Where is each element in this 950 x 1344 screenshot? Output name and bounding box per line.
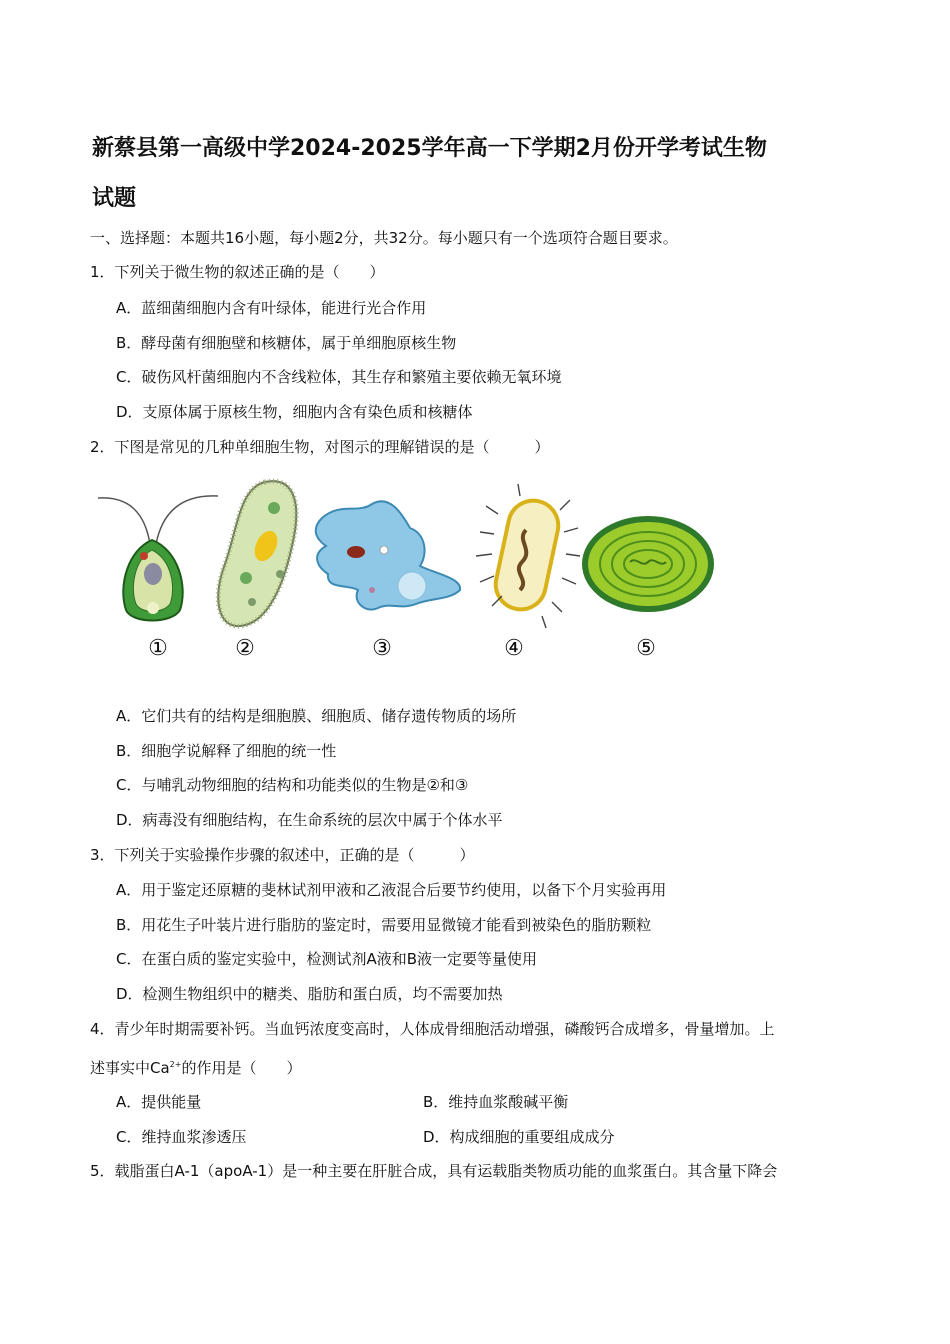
- question-2-option-b: B．细胞学说解释了细胞的统一性: [116, 742, 337, 760]
- amoeba-drawing: [316, 501, 460, 609]
- question-1-option-c: C．破伤风杆菌细胞内不含线粒体，其生存和繁殖主要依赖无氧环境: [116, 368, 562, 386]
- question-4-stem-line2: [90, 1055, 301, 1078]
- question-4-stem-text-a: 述事实中Ca: [90, 1059, 170, 1077]
- bacterium-drawing: [476, 484, 580, 628]
- question-1-option-a: A．蓝细菌细胞内含有叶绿体，能进行光合作用: [116, 299, 427, 317]
- question-4-option-d: D．构成细胞的重要组成成分: [423, 1128, 615, 1146]
- single-cell-organisms-figure: [90, 474, 730, 674]
- question-2-option-d: D．病毒没有细胞结构，在生命系统的层次中属于个体水平: [116, 811, 503, 829]
- calcium-ion-charge: 2+: [169, 1060, 182, 1069]
- question-3-stem: 3．下列关于实验操作步骤的叙述中，正确的是（ ）: [90, 846, 475, 864]
- question-4-option-c: C．维持血浆渗透压: [116, 1128, 247, 1146]
- exam-title-line1: 新蔡县第一高级中学2024-2025学年高一下学期2月份开学考试生物: [92, 136, 767, 161]
- chlamydomonas-drawing: [98, 496, 218, 621]
- cyanobacterium-drawing: [582, 516, 714, 612]
- question-2-stem: 2．下图是常见的几种单细胞生物，对图示的理解错误的是（ ）: [90, 438, 550, 456]
- question-2-option-a: A．它们共有的结构是细胞膜、细胞质、储存遗传物质的场所: [116, 707, 517, 725]
- figure-label-3: ③: [372, 636, 392, 661]
- question-4-stem-line1: 4．青少年时期需要补钙。当血钙浓度变高时，人体成骨细胞活动增强，磷酸钙合成增多，骨量增加。上: [90, 1020, 775, 1038]
- question-3-option-c: C．在蛋白质的鉴定实验中，检测试剂A液和B液一定要等量使用: [116, 950, 538, 968]
- question-4-stem-text-b: 的作用是（ ）: [181, 1059, 302, 1077]
- paramecium-drawing: [218, 481, 296, 626]
- question-2-option-c: C．与哺乳动物细胞的结构和功能类似的生物是②和③: [116, 776, 469, 794]
- question-4-option-b: B．维持血浆酸碱平衡: [423, 1093, 569, 1111]
- question-1-option-b: B．酵母菌有细胞壁和核糖体，属于单细胞原核生物: [116, 334, 457, 352]
- section-heading: 一、选择题：本题共16小题，每小题2分，共32分。每小题只有一个选项符合题目要求。: [90, 229, 678, 247]
- question-4-option-a: A．提供能量: [116, 1093, 202, 1111]
- question-1-option-d: D．支原体属于原核生物，细胞内含有染色质和核糖体: [116, 403, 473, 421]
- figure-label-2: ②: [235, 636, 255, 661]
- question-3-option-d: D．检测生物组织中的糖类、脂肪和蛋白质，均不需要加热: [116, 985, 503, 1003]
- figure-label-4: ④: [504, 636, 524, 661]
- exam-title-line2: 试题: [92, 186, 137, 211]
- figure-label-1: ①: [148, 636, 168, 661]
- question-3-option-b: B．用花生子叶装片进行脂肪的鉴定时，需要用显微镜才能看到被染色的脂肪颗粒: [116, 916, 652, 934]
- question-3-option-a: A．用于鉴定还原糖的斐林试剂甲液和乙液混合后要节约使用，以备下个月实验再用: [116, 881, 667, 899]
- figure-label-5: ⑤: [636, 636, 656, 661]
- question-1-stem: 1．下列关于微生物的叙述正确的是（ ）: [90, 263, 385, 281]
- question-5-stem: 5．载脂蛋白A-1（apoA-1）是一种主要在肝脏合成，具有运载脂类物质功能的血浆蛋白。其含量下降会: [90, 1162, 778, 1180]
